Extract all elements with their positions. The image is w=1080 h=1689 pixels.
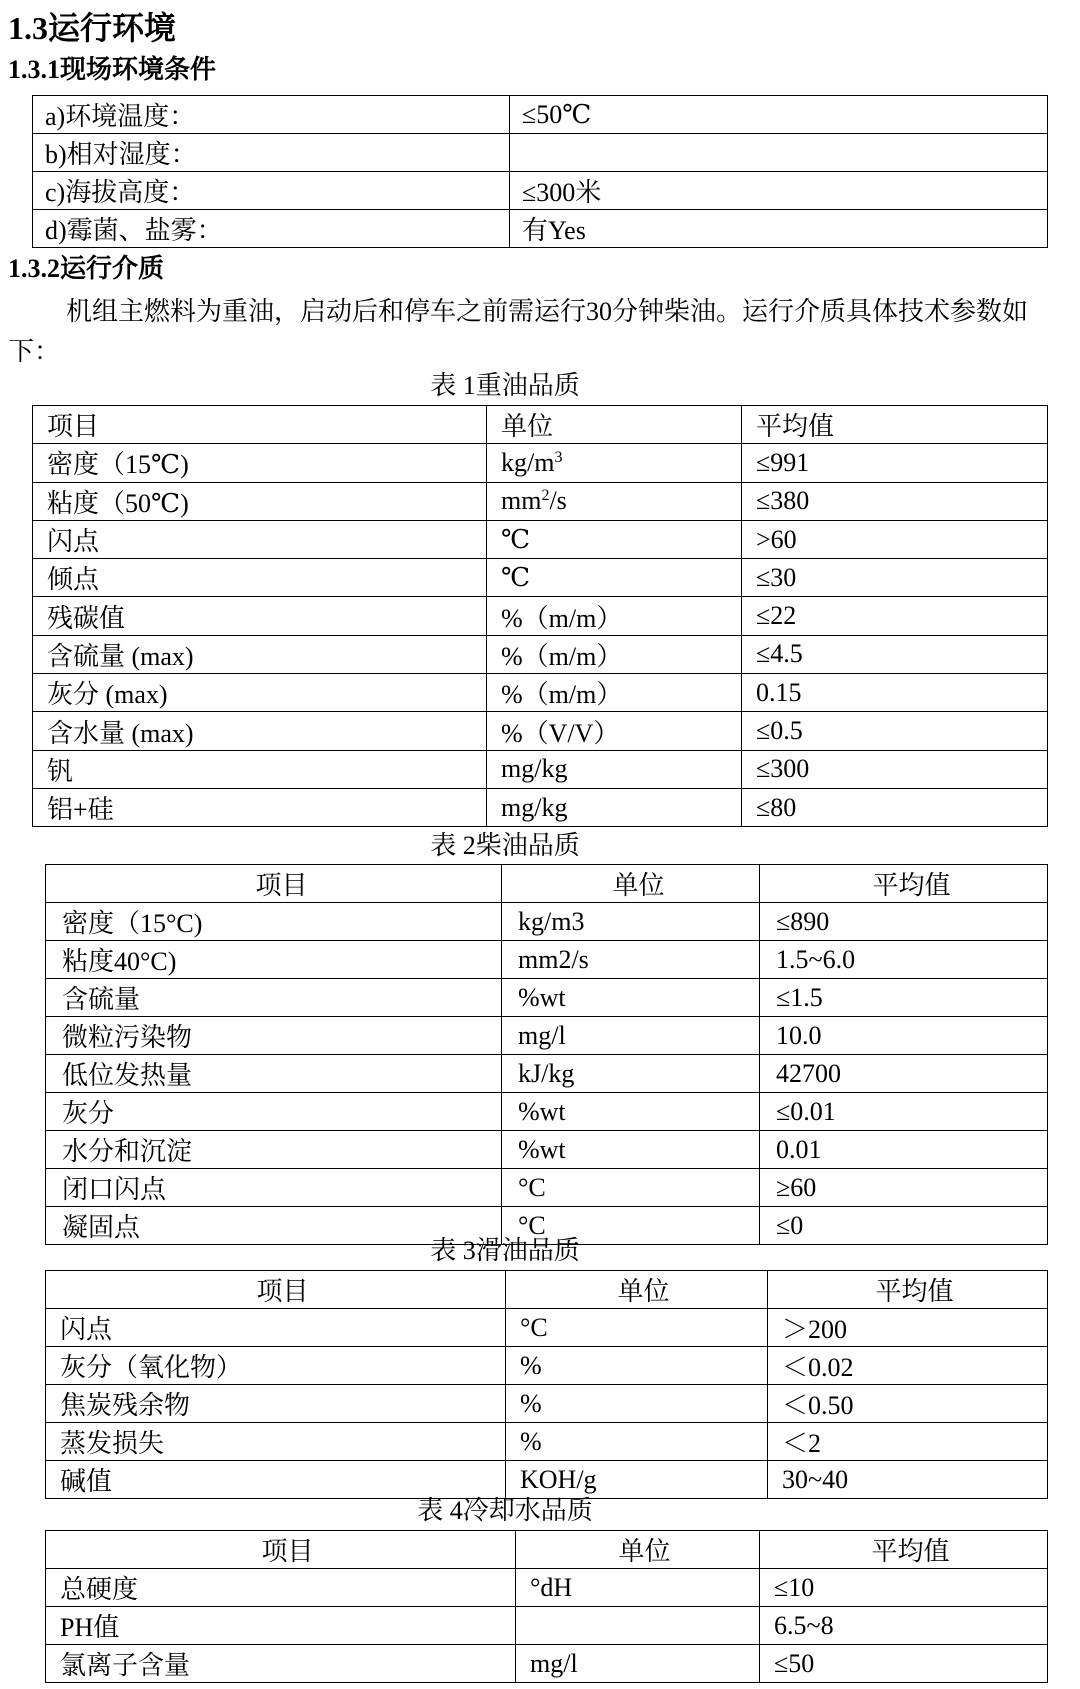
value-cell: >60 — [742, 520, 1048, 558]
value-cell: ≤80 — [742, 788, 1048, 826]
table-row — [33, 482, 1048, 520]
unit-cell: °C — [502, 1169, 760, 1207]
item-cell: 水分和沉淀 — [46, 1131, 502, 1169]
column-header: 平均值 — [768, 1271, 1048, 1309]
unit-cell: %wt — [502, 979, 760, 1017]
table-row — [33, 597, 1048, 635]
column-header: 单位 — [506, 1271, 768, 1309]
value-cell: ≤50 — [760, 1645, 1048, 1683]
table-row — [46, 1131, 1048, 1169]
table-row — [33, 96, 1048, 134]
table-row — [33, 635, 1048, 673]
table-row — [33, 134, 1048, 172]
column-header: 平均值 — [760, 1531, 1048, 1569]
table-caption: 表 1重油品质 — [430, 371, 580, 400]
table-row — [46, 1607, 1048, 1645]
table-row — [33, 674, 1048, 712]
value-cell: ≤4.5 — [742, 635, 1048, 673]
column-header: 项目 — [33, 406, 487, 444]
unit-superscript: 2 — [541, 487, 550, 505]
table-row — [33, 712, 1048, 750]
value-cell: 0.01 — [760, 1131, 1048, 1169]
value-cell: 1.5~6.0 — [760, 941, 1048, 979]
value-cell: ≤1.5 — [760, 979, 1048, 1017]
table-header-row — [33, 406, 1048, 444]
unit-cell: °C — [502, 1207, 760, 1245]
item-cell: 碱值 — [46, 1461, 506, 1499]
table-row — [46, 1055, 1048, 1093]
table-header-row — [46, 1271, 1048, 1309]
unit-cell: kJ/kg — [502, 1055, 760, 1093]
item-cell: 蒸发损失 — [46, 1423, 506, 1461]
table-row — [33, 559, 1048, 597]
item-cell: 微粒污染物 — [46, 1017, 502, 1055]
table-header-row — [46, 865, 1048, 903]
item-cell: 铝+硅 — [33, 788, 487, 826]
item-cell: 凝固点 — [46, 1207, 502, 1245]
unit-cell: °dH — [516, 1569, 760, 1607]
item-cell: 倾点 — [33, 559, 487, 597]
value-cell: ≥60 — [760, 1169, 1048, 1207]
env-value: ≤300米 — [510, 172, 1048, 210]
unit-cell: mg/kg — [487, 788, 742, 826]
env-value — [510, 134, 1048, 172]
value-cell: 10.0 — [760, 1017, 1048, 1055]
column-header: 项目 — [46, 1271, 506, 1309]
env-heading: 1.3.1现场环境条件 — [8, 55, 217, 84]
value-cell: ＜2 — [768, 1423, 1048, 1461]
item-cell: 含水量 (max) — [33, 712, 487, 750]
value-cell: 0.15 — [742, 674, 1048, 712]
column-header: 单位 — [487, 406, 742, 444]
table-row — [46, 1569, 1048, 1607]
value-cell: ≤991 — [742, 444, 1048, 482]
item-cell: 钒 — [33, 750, 487, 788]
unit-cell: % — [506, 1385, 768, 1423]
unit-cell — [516, 1607, 760, 1645]
env-label: b)相对湿度： — [33, 134, 510, 172]
section-heading: 1.3运行环境 — [8, 10, 177, 46]
lube-oil-table — [45, 1270, 1048, 1499]
unit-cell: %（m/m） — [487, 674, 742, 712]
table-row — [33, 788, 1048, 826]
env-value: 有Yes — [510, 210, 1048, 248]
table-caption: 表 4冷却水品质 — [417, 1496, 593, 1525]
table-row — [46, 1347, 1048, 1385]
env-label: d)霉菌、盐雾： — [33, 210, 510, 248]
unit-cell: mg/kg — [487, 750, 742, 788]
table-row — [46, 1017, 1048, 1055]
item-cell: 粘度40°C) — [46, 941, 502, 979]
value-cell: ≤22 — [742, 597, 1048, 635]
item-cell: 密度（15°C) — [46, 903, 502, 941]
item-cell: 氯离子含量 — [46, 1645, 516, 1683]
item-cell: 总硬度 — [46, 1569, 516, 1607]
unit-cell: %（m/m） — [487, 597, 742, 635]
unit-cell: °C — [506, 1309, 768, 1347]
item-cell: 含硫量 — [46, 979, 502, 1017]
value-cell: ＜0.50 — [768, 1385, 1048, 1423]
value-cell: ≤300 — [742, 750, 1048, 788]
item-cell: 灰分 — [46, 1093, 502, 1131]
table-row — [46, 1461, 1048, 1499]
item-cell: 密度（15℃) — [33, 444, 487, 482]
table-row — [46, 1309, 1048, 1347]
table-row — [33, 520, 1048, 558]
medium-heading: 1.3.2运行介质 — [8, 254, 165, 283]
value-cell: 6.5~8 — [760, 1607, 1048, 1645]
table-header-row — [46, 1531, 1048, 1569]
medium-paragraph: 机组主燃料为重油，启动后和停车之前需运行30分钟柴油。运行介质具体技术参数如下： — [8, 297, 1029, 366]
item-cell: 焦炭残余物 — [46, 1385, 506, 1423]
unit-cell: $kg/m^3$ — [487, 444, 742, 482]
value-cell: ≤890 — [760, 903, 1048, 941]
unit-cell: $mm^2/s$ — [487, 482, 742, 520]
table-caption: 表 2柴油品质 — [430, 831, 580, 860]
column-header: 平均值 — [742, 406, 1048, 444]
table-row — [33, 750, 1048, 788]
value-cell: ≤0 — [760, 1207, 1048, 1245]
item-cell: 闪点 — [33, 520, 487, 558]
table-row — [46, 979, 1048, 1017]
environment-table — [32, 95, 1048, 248]
table-row — [33, 172, 1048, 210]
value-cell: ＞200 — [768, 1309, 1048, 1347]
value-cell: ≤0.01 — [760, 1093, 1048, 1131]
env-label: a)环境温度： — [33, 96, 510, 134]
unit-cell: %（m/m） — [487, 635, 742, 673]
unit-cell: mg/l — [502, 1017, 760, 1055]
unit-cell: ℃ — [487, 520, 742, 558]
cooling-water-table — [45, 1530, 1048, 1683]
column-header: 平均值 — [760, 865, 1048, 903]
value-cell: 42700 — [760, 1055, 1048, 1093]
item-cell: 残碳值 — [33, 597, 487, 635]
env-label: c)海拔高度： — [33, 172, 510, 210]
item-cell: 灰分（氧化物） — [46, 1347, 506, 1385]
table-row — [46, 1423, 1048, 1461]
column-header: 项目 — [46, 865, 502, 903]
item-cell: 含硫量 (max) — [33, 635, 487, 673]
table-row — [46, 903, 1048, 941]
item-cell: 闭口闪点 — [46, 1169, 502, 1207]
unit-superscript: 3 — [554, 448, 563, 466]
unit-cell: ℃ — [487, 559, 742, 597]
unit-cell: mg/l — [516, 1645, 760, 1683]
env-value: ≤50℃ — [510, 96, 1048, 134]
unit-cell: % — [506, 1423, 768, 1461]
table-row — [33, 444, 1048, 482]
diesel-table — [45, 864, 1048, 1245]
column-header: 单位 — [516, 1531, 760, 1569]
item-cell: 低位发热量 — [46, 1055, 502, 1093]
value-cell: ＜0.02 — [768, 1347, 1048, 1385]
table-row — [46, 941, 1048, 979]
value-cell: ≤10 — [760, 1569, 1048, 1607]
table-row — [46, 1385, 1048, 1423]
value-cell: ≤380 — [742, 482, 1048, 520]
table-row — [46, 1093, 1048, 1131]
item-cell: 粘度（50℃) — [33, 482, 487, 520]
unit-cell: %wt — [502, 1093, 760, 1131]
value-cell: ≤30 — [742, 559, 1048, 597]
table-row — [33, 210, 1048, 248]
column-header: 项目 — [46, 1531, 516, 1569]
unit-cell: %（V/V） — [487, 712, 742, 750]
unit-cell: KOH/g — [506, 1461, 768, 1499]
unit-cell: % — [506, 1347, 768, 1385]
unit-cell: %wt — [502, 1131, 760, 1169]
unit-cell: kg/m3 — [502, 903, 760, 941]
item-cell: 灰分 (max) — [33, 674, 487, 712]
item-cell: PH值 — [46, 1607, 516, 1645]
table-caption: 表 3滑油品质 — [430, 1236, 580, 1265]
table-row — [46, 1169, 1048, 1207]
table-row — [46, 1645, 1048, 1683]
heavy-oil-table — [32, 405, 1048, 827]
item-cell: 闪点 — [46, 1309, 506, 1347]
column-header: 单位 — [502, 865, 760, 903]
value-cell: 30~40 — [768, 1461, 1048, 1499]
unit-cell: mm2/s — [502, 941, 760, 979]
value-cell: ≤0.5 — [742, 712, 1048, 750]
